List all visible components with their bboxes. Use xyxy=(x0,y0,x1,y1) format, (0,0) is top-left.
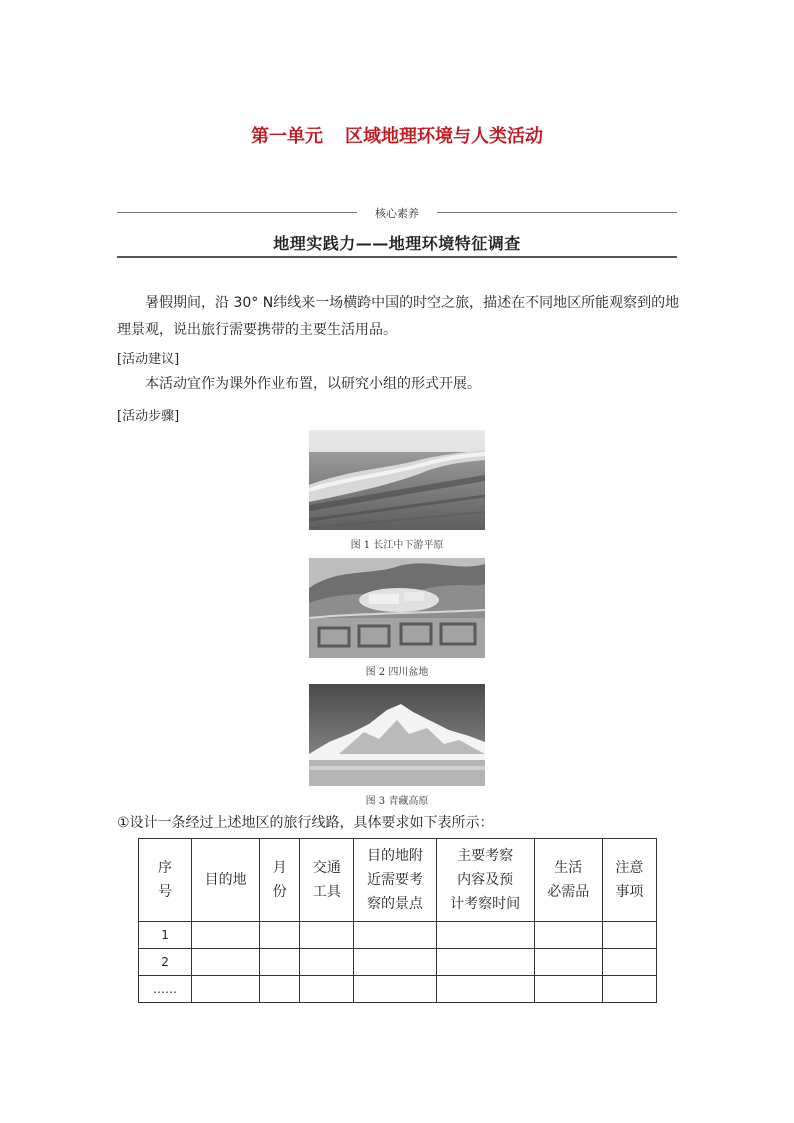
header-line: 主要考察 xyxy=(457,848,514,864)
table-header-cell xyxy=(354,839,436,922)
table-cell xyxy=(300,922,354,949)
table-cell xyxy=(602,949,656,976)
figure-1-caption: 图 1 长江中下游平原 xyxy=(350,540,444,551)
core-literacy-divider xyxy=(117,205,677,221)
intro-paragraph: 暑假期间，沿 30° N纬线来一场横跨中国的时空之旅，描述在不同地区所能观察到的地理景观，说出旅行需要携带的主要生活用品。 xyxy=(117,295,680,338)
requirement-text: ①设计一条经过上述地区的旅行线路，具体要求如下表所示： xyxy=(117,815,494,831)
table-cell xyxy=(260,922,300,949)
table-cell xyxy=(436,949,534,976)
table-cell xyxy=(260,949,300,976)
header-line: 月 xyxy=(272,860,287,876)
table-cell xyxy=(192,949,260,976)
table-cell xyxy=(534,922,602,949)
header-line: 份 xyxy=(272,884,287,900)
table-header-cell xyxy=(260,839,300,922)
section-subtitle: 地理实践力——地理环境特征调查 xyxy=(273,234,521,253)
header-line: 目的地附 xyxy=(366,848,423,864)
travel-plan-table xyxy=(138,838,657,1003)
table-cell xyxy=(300,976,354,1003)
table-cell xyxy=(436,922,534,949)
activity-suggestion-heading: [活动建议] xyxy=(117,352,180,367)
header-line: 序 xyxy=(158,860,173,876)
table-cell: 1 xyxy=(139,922,192,949)
activity-suggestion-text: 本活动宜作为课外作业布置，以研究小组的形式开展。 xyxy=(145,376,481,392)
table-header-cell xyxy=(534,839,602,922)
table-cell xyxy=(602,976,656,1003)
header-line: 生活 xyxy=(554,860,583,876)
header-line: 必需品 xyxy=(547,884,590,900)
header-line: 察的景点 xyxy=(366,896,423,912)
unit-title: 区域地理环境与人类活动 xyxy=(345,126,543,147)
table-cell xyxy=(534,976,602,1003)
table-cell xyxy=(260,976,300,1003)
divider-line-right xyxy=(437,212,677,213)
table-header-row xyxy=(139,839,657,922)
table-cell: 2 xyxy=(139,949,192,976)
table-cell xyxy=(192,922,260,949)
basin-terraces-photo xyxy=(309,558,485,658)
table-row xyxy=(139,949,657,976)
table-header-cell xyxy=(139,839,192,922)
table-row xyxy=(139,922,657,949)
activity-steps-heading: [活动步骤] xyxy=(117,409,180,424)
core-literacy-label: 核心素养 xyxy=(375,207,419,220)
table-cell xyxy=(192,976,260,1003)
header-line: 计考察时间 xyxy=(450,896,521,912)
header-line: 事项 xyxy=(615,884,644,900)
header-line: 目的地 xyxy=(204,872,247,888)
table-header-cell xyxy=(192,839,260,922)
table-cell xyxy=(354,976,436,1003)
table-cell xyxy=(354,949,436,976)
header-line: 号 xyxy=(158,884,173,900)
table-cell: …… xyxy=(139,976,192,1003)
page-title xyxy=(0,122,794,148)
header-line: 工具 xyxy=(312,884,341,900)
table-cell xyxy=(300,949,354,976)
table-cell xyxy=(436,976,534,1003)
table-cell xyxy=(602,922,656,949)
table-cell xyxy=(534,949,602,976)
header-line: 近需要考 xyxy=(366,872,423,888)
unit-label: 第一单元 xyxy=(251,126,323,147)
header-line: 注意 xyxy=(615,860,644,876)
snow-mountain-photo xyxy=(309,684,485,786)
table-header-cell xyxy=(602,839,656,922)
figure-2-caption: 图 2 四川盆地 xyxy=(365,667,429,678)
table-header-cell xyxy=(300,839,354,922)
header-line: 交通 xyxy=(312,860,341,876)
table-cell xyxy=(354,922,436,949)
header-line: 内容及预 xyxy=(457,872,514,888)
table-header-cell xyxy=(436,839,534,922)
plain-river-photo xyxy=(309,430,485,530)
subtitle-rule xyxy=(117,256,677,258)
figure-3-caption: 图 3 青藏高原 xyxy=(365,796,429,807)
table-row xyxy=(139,976,657,1003)
